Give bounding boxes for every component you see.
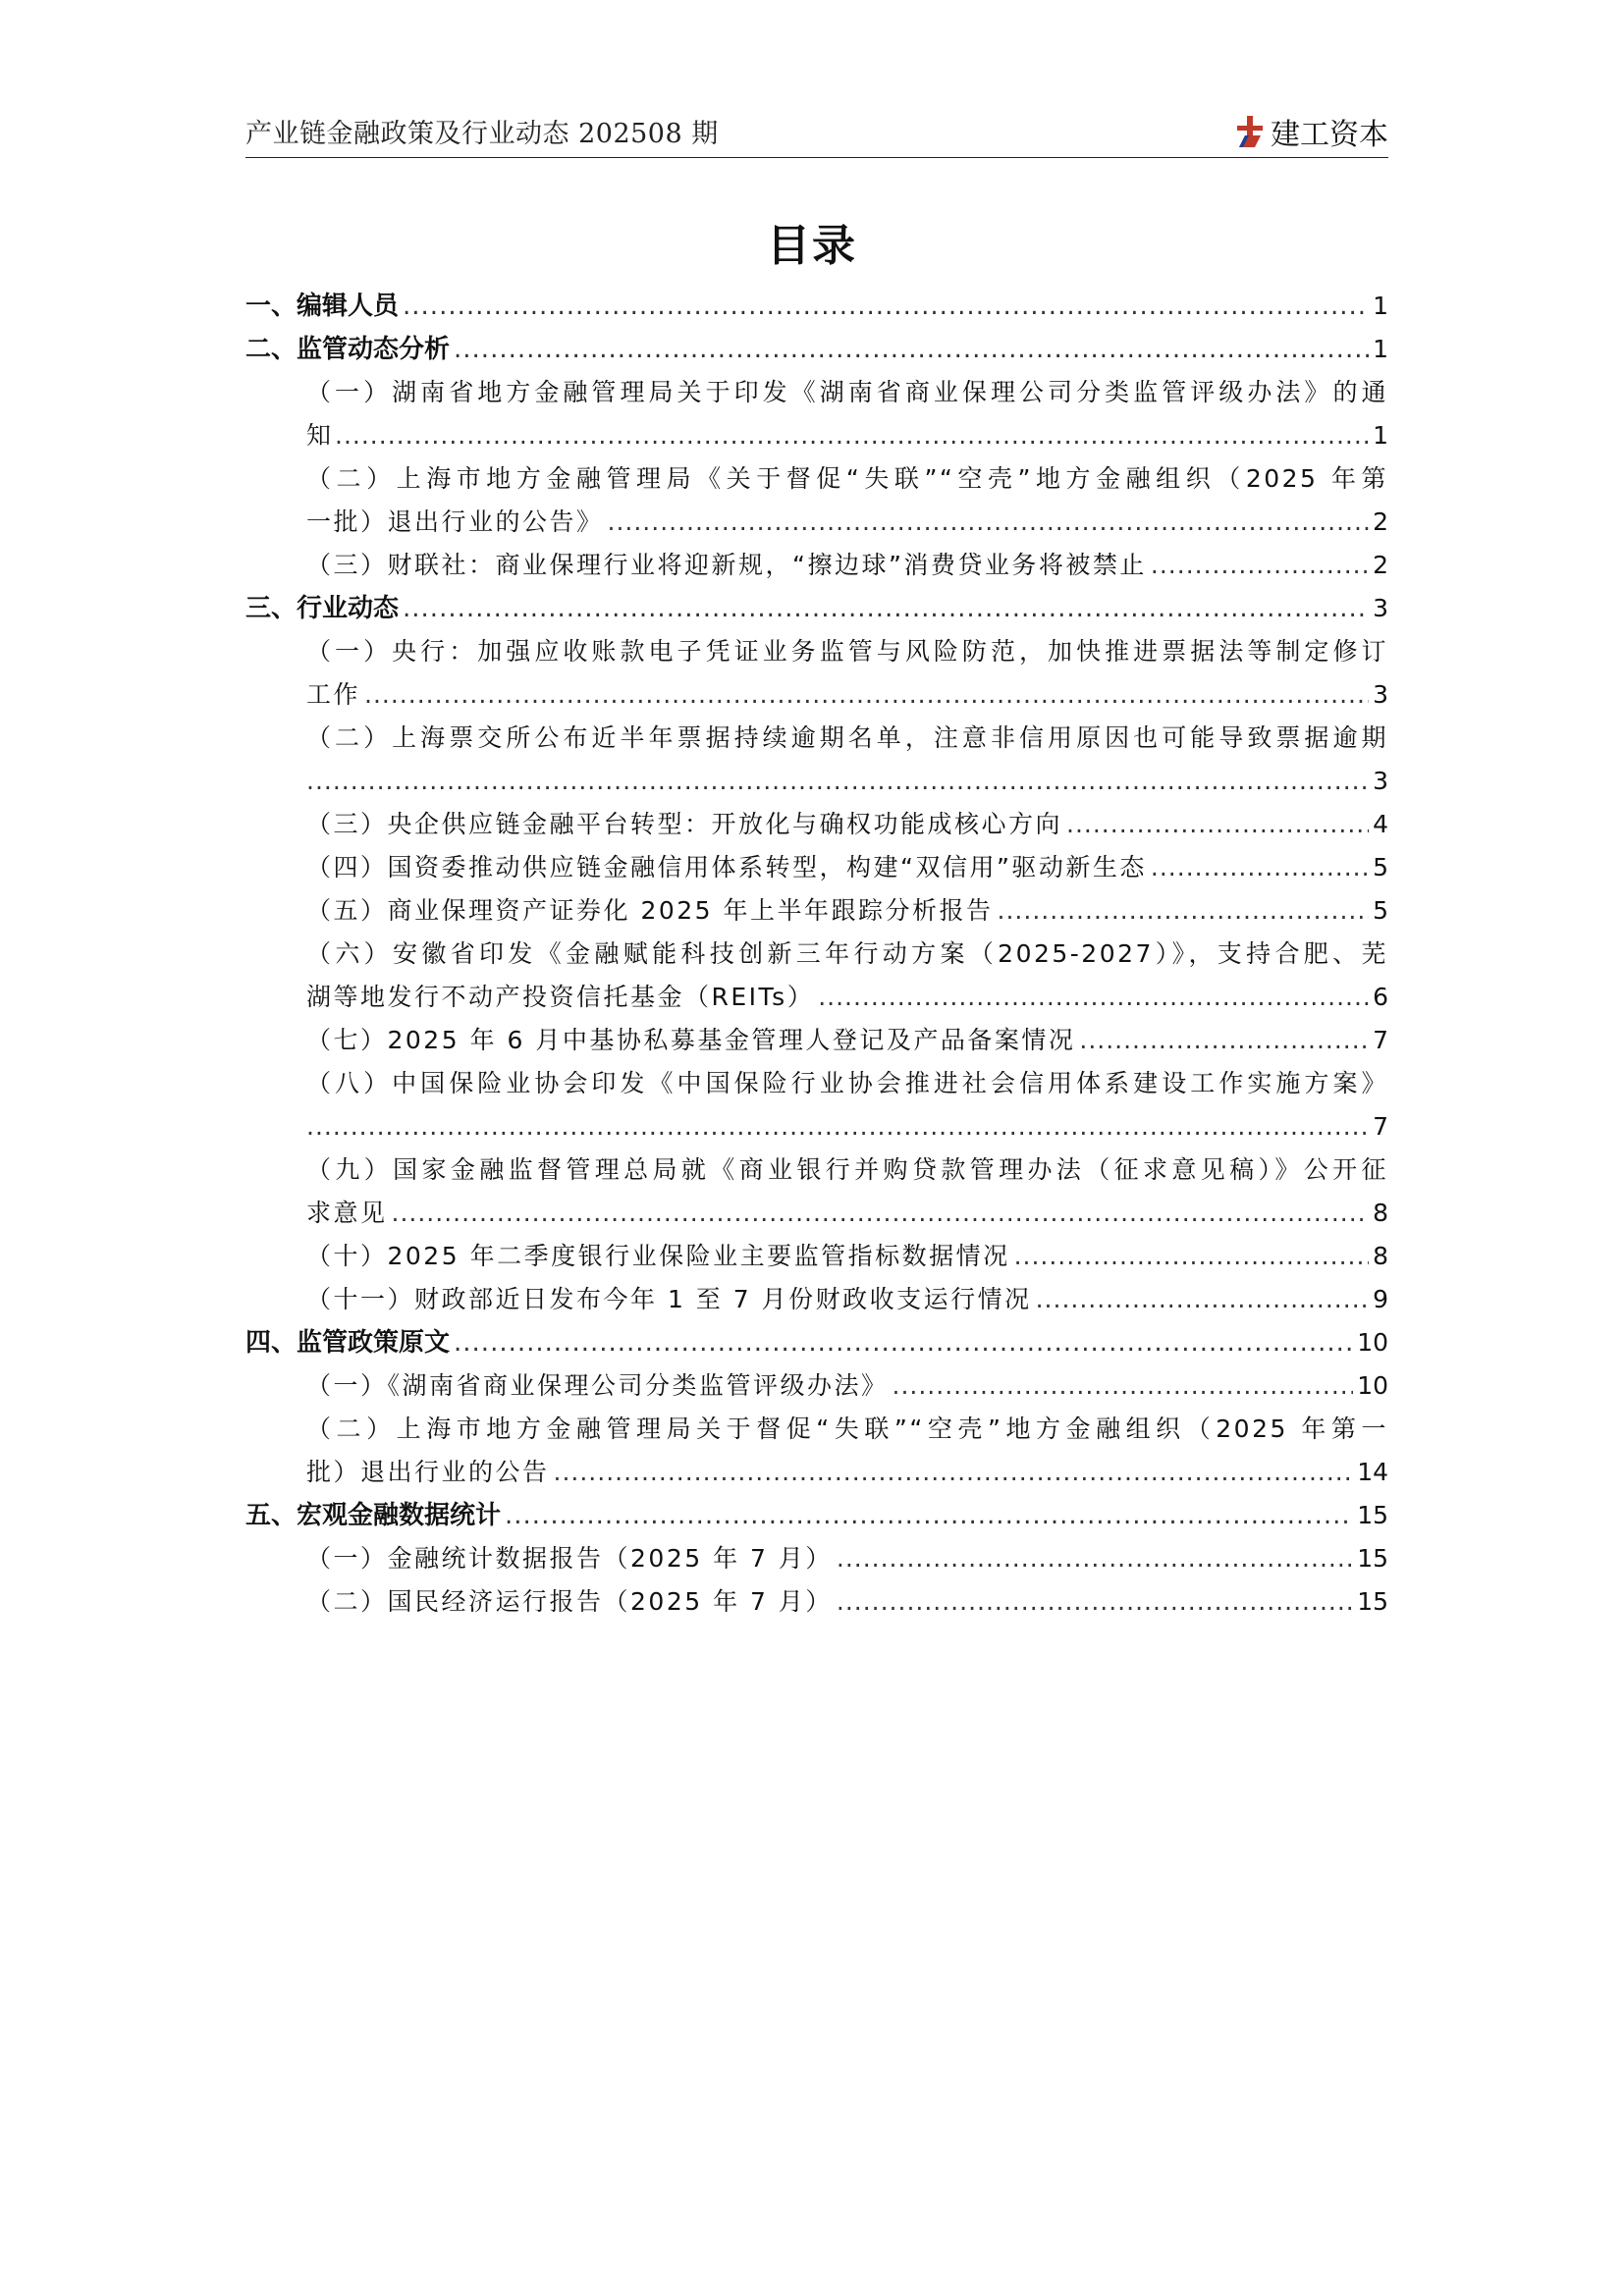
toc-page-number: 8	[1373, 1242, 1388, 1270]
toc-entry-first-line: （二）上海市地方金融管理局《关于督促“失联”“空壳”地方金融组织（2025 年第	[306, 464, 1388, 493]
toc-entry-shcpe-overdue-list[interactable]	[245, 717, 1388, 803]
toc-entry-label: 五、宏观金融数据统计	[245, 1501, 502, 1530]
toc-entry-label: （三）央企供应链金融平台转型：开放化与确权功能成核心方向	[306, 810, 1063, 838]
toc-entry-hunan-notice[interactable]	[245, 371, 1388, 457]
toc-entry-regulatory-analysis[interactable]	[245, 328, 1388, 371]
toc-entry-nfra-ma-loans[interactable]	[245, 1148, 1388, 1235]
toc-entry-sasac-credit[interactable]	[245, 846, 1388, 889]
toc-page-number: 5	[1373, 853, 1388, 881]
toc-page-number: 15	[1357, 1544, 1388, 1573]
toc-entry-first-line: （一）湖南省地方金融管理局关于印发《湖南省商业保理公司分类监管评级办法》的通	[306, 378, 1388, 406]
toc-entry-pboc-receivables[interactable]	[245, 630, 1388, 717]
toc-entry-amac-registration[interactable]	[245, 1019, 1388, 1062]
leader-dots	[1151, 544, 1369, 587]
leader-dots	[454, 328, 1369, 371]
toc-entry-label: （七）2025 年 6 月中基协私募基金管理人登记及产品备案情况	[306, 1026, 1076, 1054]
toc-page-number: 8	[1373, 1199, 1388, 1227]
toc-page-number: 2	[1373, 507, 1388, 536]
toc-entry-macro-statistics[interactable]	[245, 1494, 1388, 1537]
toc-page-number: 10	[1357, 1371, 1388, 1400]
leader-dots	[818, 976, 1369, 1019]
toc-entry-first-line: （六）安徽省印发《金融赋能科技创新三年行动方案（2025-2027）》，支持合肥、芜	[306, 939, 1388, 968]
toc-entry-industry-news[interactable]	[245, 587, 1388, 630]
leader-dots	[608, 501, 1370, 544]
document-header-title: 产业链金融政策及行业动态 202508 期	[245, 119, 719, 149]
leader-dots	[893, 1364, 1354, 1408]
toc-entry-label: 四、监管政策原文	[245, 1328, 451, 1358]
brand-name: 建工资本	[1271, 118, 1388, 152]
toc-entry-label: 二、监管动态分析	[245, 335, 451, 364]
toc-page-number: 7	[1373, 1112, 1388, 1141]
leader-dots	[1151, 846, 1369, 889]
page-title: 目录	[767, 221, 857, 271]
toc-page-number: 14	[1357, 1458, 1388, 1486]
leader-dots	[335, 414, 1369, 457]
toc-entry-first-line: （九）国家金融监督管理总局就《商业银行并购贷款管理办法（征求意见稿）》公开征	[306, 1155, 1388, 1184]
leader-dots	[505, 1494, 1353, 1537]
brand-block	[1233, 110, 1388, 153]
toc-entry-q2-indicators[interactable]	[245, 1235, 1388, 1278]
toc-entry-editors[interactable]	[245, 285, 1388, 328]
toc-entry-label: （二）国民经济运行报告（2025 年 7 月）	[306, 1587, 833, 1616]
leader-dots	[1066, 803, 1369, 846]
toc-entry-iac-credit-plan[interactable]	[245, 1062, 1388, 1148]
toc-entry-label: 一、编辑人员	[245, 292, 400, 321]
toc-entry-cailian-news[interactable]	[245, 544, 1388, 587]
toc-entry-policy-texts[interactable]	[245, 1321, 1388, 1364]
toc-page-number: 9	[1373, 1285, 1388, 1313]
toc-page-number: 1	[1373, 292, 1388, 320]
leader-dots	[306, 1105, 1369, 1148]
toc-entry-financial-stats-report[interactable]	[245, 1537, 1388, 1580]
toc-entry-label: 湖等地发行不动产投资信托基金（REITs）	[306, 983, 815, 1011]
toc-entry-factoring-abs[interactable]	[245, 889, 1388, 933]
toc-entry-label: 求意见	[306, 1199, 388, 1227]
leader-dots	[554, 1451, 1354, 1494]
toc-entry-label: 批）退出行业的公告	[306, 1458, 550, 1486]
toc-page-number: 5	[1373, 896, 1388, 925]
toc-entry-label: （一）金融统计数据报告（2025 年 7 月）	[306, 1544, 833, 1573]
toc-entry-label: 工作	[306, 680, 361, 709]
leader-dots	[392, 1192, 1370, 1235]
toc-page-number: 6	[1373, 983, 1388, 1011]
toc-page-number: 1	[1373, 335, 1388, 363]
toc-entry-label: 知	[306, 421, 332, 450]
leader-dots	[403, 285, 1369, 328]
toc-entry-anhui-plan[interactable]	[245, 933, 1388, 1019]
toc-entry-label: 三、行业动态	[245, 594, 400, 623]
toc-entry-label: （十）2025 年二季度银行业保险业主要监管指标数据情况	[306, 1242, 1010, 1270]
toc-page-number: 3	[1373, 767, 1388, 795]
leader-dots	[837, 1537, 1353, 1580]
leader-dots	[364, 673, 1369, 717]
leader-dots	[1036, 1278, 1369, 1321]
toc-page-number: 3	[1373, 680, 1388, 709]
leader-dots	[454, 1321, 1353, 1364]
toc-page-number: 2	[1373, 551, 1388, 579]
toc-entry-first-line: （二）上海票交所公布近半年票据持续逾期名单，注意非信用原因也可能导致票据逾期	[306, 723, 1388, 752]
toc-entry-soe-platform[interactable]	[245, 803, 1388, 846]
toc-entry-mof-fiscal[interactable]	[245, 1278, 1388, 1321]
toc-entry-first-line: （一）央行：加强应收账款电子凭证业务监管与风险防范，加快推进票据法等制定修订	[306, 637, 1388, 666]
toc-page-number: 15	[1357, 1501, 1388, 1529]
toc-page-number: 10	[1357, 1328, 1388, 1357]
toc-entry-shanghai-announcement[interactable]	[245, 457, 1388, 544]
leader-dots	[306, 760, 1369, 803]
toc-entry-label: （五）商业保理资产证券化 2025 年上半年跟踪分析报告	[306, 896, 994, 925]
leader-dots	[403, 587, 1369, 630]
leader-dots	[998, 889, 1370, 933]
toc-entry-label: （十一）财政部近日发布今年 1 至 7 月份财政收支运行情况	[306, 1285, 1032, 1313]
leader-dots	[837, 1580, 1353, 1624]
toc-entry-label: （四）国资委推动供应链金融信用体系转型，构建“双信用”驱动新生态	[306, 853, 1147, 881]
toc-entry-label: （一）《湖南省商业保理公司分类监管评级办法》	[306, 1371, 889, 1400]
toc-page-number: 15	[1357, 1587, 1388, 1616]
toc-entry-hunan-rating-measures[interactable]	[245, 1364, 1388, 1408]
toc-page-number: 1	[1373, 421, 1388, 450]
leader-dots	[1079, 1019, 1369, 1062]
company-logo-icon	[1233, 114, 1267, 149]
toc-page-number: 7	[1373, 1026, 1388, 1054]
toc-entry-shanghai-exit-notice[interactable]	[245, 1408, 1388, 1494]
toc-entry-label: 一批）退出行业的公告》	[306, 507, 604, 536]
leader-dots	[1014, 1235, 1370, 1278]
toc-entry-first-line: （二）上海市地方金融管理局关于督促“失联”“空壳”地方金融组织（2025 年第一	[306, 1415, 1388, 1443]
toc-entry-label: （三）财联社：商业保理行业将迎新规，“擦边球”消费贷业务将被禁止	[306, 551, 1147, 579]
toc-page-number: 4	[1373, 810, 1388, 838]
toc-entry-first-line: （八）中国保险业协会印发《中国保险行业协会推进社会信用体系建设工作实施方案》	[306, 1069, 1388, 1097]
page-header	[245, 110, 1388, 158]
toc-page-number: 3	[1373, 594, 1388, 622]
toc-entry-economy-report[interactable]	[245, 1580, 1388, 1624]
